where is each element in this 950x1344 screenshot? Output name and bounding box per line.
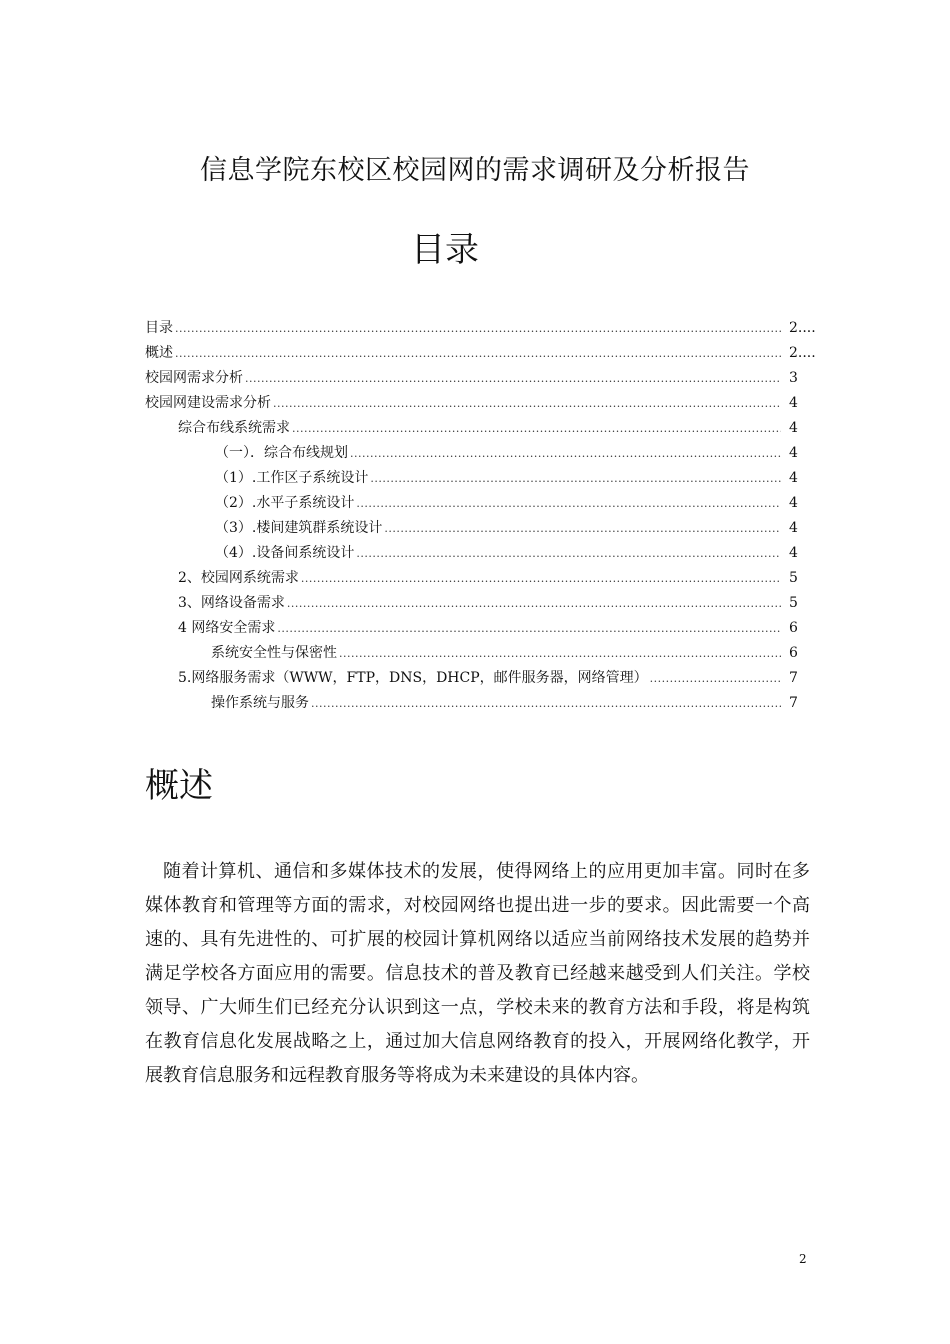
toc-entry-label: （1）.工作区子系统设计 <box>215 470 369 486</box>
toc-leader-dots <box>301 566 781 591</box>
toc-entry-label: 操作系统与服务 <box>211 695 309 711</box>
toc-entry-page: 4 <box>789 445 798 461</box>
toc-entry-label: 4 网络安全需求 <box>178 620 276 636</box>
toc-entry[interactable] <box>145 316 827 341</box>
document-title: 信息学院东校区校园网的需求调研及分析报告 <box>200 155 750 186</box>
toc-entry-page: 6 <box>789 620 798 636</box>
toc-entry[interactable] <box>145 416 827 441</box>
toc-entry[interactable] <box>145 466 827 491</box>
toc-leader-dots <box>350 441 781 466</box>
toc-entry-label: 综合布线系统需求 <box>178 420 290 436</box>
toc-entry-label: 校园网需求分析 <box>145 370 243 386</box>
toc-entry[interactable] <box>145 541 827 566</box>
toc-entry-page: 2.... <box>789 320 816 336</box>
toc-entry-page: 4 <box>789 395 798 411</box>
toc-entry-page: 5 <box>789 595 798 611</box>
toc-entry[interactable] <box>145 691 827 716</box>
toc-leader-dots <box>277 616 781 641</box>
toc-entry[interactable] <box>145 616 827 641</box>
toc-entry-page: 4 <box>789 495 798 511</box>
toc-leader-dots <box>370 466 781 491</box>
toc-entry[interactable] <box>145 391 827 416</box>
toc-entry[interactable] <box>145 666 827 691</box>
toc-entry-label: 校园网建设需求分析 <box>145 395 271 411</box>
toc-entry-label: 3、网络设备需求 <box>178 595 285 611</box>
toc-leader-dots <box>273 391 781 416</box>
toc-entry-label: （一）．综合布线规划 <box>215 445 348 461</box>
toc-heading: 目录 <box>411 230 479 270</box>
toc-entry-page: 6 <box>789 645 798 661</box>
toc-leader-dots <box>650 666 781 691</box>
toc-entry-page: 3 <box>789 370 798 386</box>
table-of-contents <box>145 316 827 716</box>
toc-entry-label: 5.网络服务需求（WWW，FTP，DNS，DHCP，邮件服务器，网络管理） <box>178 670 648 686</box>
toc-entry-label: 系统安全性与保密性 <box>211 645 337 661</box>
page-number: 2 <box>799 1252 807 1266</box>
overview-paragraph: 随着计算机、通信和多媒体技术的发展，使得网络上的应用更加丰富。同时在多媒体教育和管理等方面的需求，对校园网络也提出进一步的要求。因此需要一个高速的、具有先进性的、可扩展的校园计算机网络以适应当前网络技术发展的趋势并满足学校各方面应用的需要。信息技术的普及教育已经越来越受到人们关注。学校领导、广大师生们已经充分认识到这一点，学校未来的教育方法和手段，将是构筑在教育信息化发展战略之上，通过加大信息网络教育的投入，开展网络化教学，开展教育信息服务和远程教育服务等将成为未来建设的具体内容。 <box>145 861 810 1086</box>
toc-leader-dots <box>245 366 781 391</box>
toc-leader-dots <box>356 491 781 516</box>
toc-leader-dots <box>311 691 781 716</box>
toc-entry-label: （2）.水平子系统设计 <box>215 495 355 511</box>
toc-entry[interactable] <box>145 566 827 591</box>
toc-leader-dots <box>339 641 781 666</box>
toc-entry-page: 4 <box>789 420 798 436</box>
toc-entry-page: 7 <box>789 670 798 686</box>
toc-entry-page: 4 <box>789 470 798 486</box>
toc-entry-label: （4）.设备间系统设计 <box>215 545 355 561</box>
toc-entry-page: 4 <box>789 520 798 536</box>
toc-entry-label: 目录 <box>145 320 173 336</box>
toc-leader-dots <box>292 416 781 441</box>
toc-leader-dots <box>356 541 781 566</box>
toc-entry-label: 概述 <box>145 345 173 361</box>
toc-entry-page: 2.... <box>789 345 816 361</box>
toc-entry[interactable] <box>145 366 827 391</box>
toc-leader-dots <box>384 516 781 541</box>
toc-leader-dots <box>287 591 781 616</box>
toc-entry-label: 2、校园网系统需求 <box>178 570 299 586</box>
toc-leader-dots <box>175 316 781 341</box>
toc-entry[interactable] <box>145 516 827 541</box>
toc-entry[interactable] <box>145 641 827 666</box>
toc-entry-page: 4 <box>789 545 798 561</box>
toc-entry-page: 7 <box>789 695 798 711</box>
section-heading-overview: 概述 <box>145 766 213 806</box>
toc-entry[interactable] <box>145 441 827 466</box>
toc-entry[interactable] <box>145 591 827 616</box>
toc-entry-page: 5 <box>789 570 798 586</box>
toc-entry[interactable] <box>145 341 827 366</box>
toc-entry[interactable] <box>145 491 827 516</box>
toc-leader-dots <box>175 341 781 366</box>
toc-entry-label: （3）.楼间建筑群系统设计 <box>215 520 383 536</box>
